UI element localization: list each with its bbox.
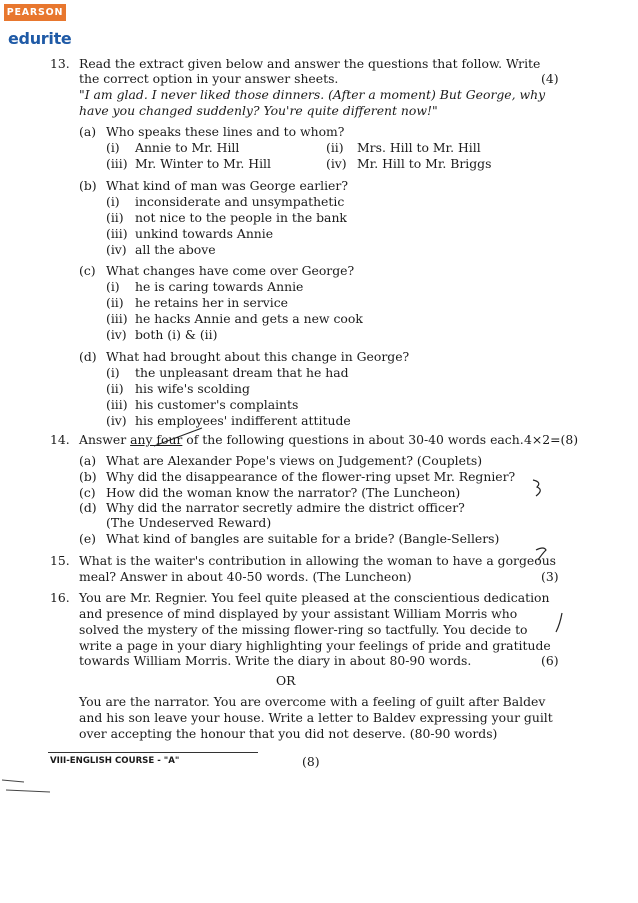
q13c-question: What changes have come over George?	[106, 263, 355, 278]
pen-stroke-mark	[0, 770, 60, 800]
q14c-label: (c)	[79, 485, 96, 500]
q13d-question: What had brought about this change in George?	[106, 349, 410, 364]
q16-line5: towards William Morris. Write the diary in about 80-90 words.	[79, 653, 472, 668]
q13d-label: (d)	[79, 349, 97, 364]
q16-alt-line1: You are the narrator. You are overcome with a feeling of guilt after Baldev	[79, 694, 546, 709]
q13a-question: Who speaks these lines and to whom?	[106, 124, 345, 139]
q14-marks: 4×2=(8)	[524, 432, 579, 447]
q13c-option-num: (iii)	[106, 311, 128, 326]
q13c-option: he retains her in service	[135, 295, 289, 310]
q14d-label: (d)	[79, 500, 97, 515]
q13-marks: (4)	[541, 71, 559, 86]
q13c-label: (c)	[79, 263, 96, 278]
q14d-text-line2: (The Undeserved Reward)	[106, 515, 272, 530]
q16-alt-line2: and his son leave your house. Write a letter to Baldev expressing your guilt	[79, 710, 553, 725]
q13b-option: all the above	[135, 242, 216, 257]
footer-rule	[48, 752, 258, 753]
q13d-option-num: (ii)	[106, 381, 124, 396]
q13b-option-num: (i)	[106, 194, 120, 209]
q14-instruction-post: of the following questions in about 30-40 words each.	[182, 432, 524, 447]
q16-line2: and presence of mind displayed by your assistant William Morris who	[79, 606, 518, 621]
q13c-option-num: (ii)	[106, 295, 124, 310]
q13c-option-num: (iv)	[106, 327, 127, 342]
q13-intro-line2: the correct option in your answer sheets.	[79, 71, 339, 86]
q13c-option: he is caring towards Annie	[135, 279, 304, 294]
q13b-label: (b)	[79, 178, 97, 193]
q13d-option: his wife's scolding	[135, 381, 250, 396]
q13a-option-num: (iii)	[106, 156, 128, 171]
q13a-option: Mrs. Hill to Mr. Hill	[357, 140, 481, 155]
edurite-logo: edurite	[8, 29, 72, 48]
pen-tick-mark	[528, 476, 548, 500]
q13-number: 13.	[50, 56, 70, 71]
q13c-option: both (i) & (ii)	[135, 327, 218, 342]
q13b-option-num: (iii)	[106, 226, 128, 241]
q14d-text: Why did the narrator secretly admire the district officer?	[106, 500, 465, 515]
q13d-option-num: (i)	[106, 365, 120, 380]
q15-line2: meal? Answer in about 40-50 words. (The Luncheon)	[79, 569, 412, 584]
q16-alt-line3: over accepting the honour that you did not deserve. (80-90 words)	[79, 726, 498, 741]
pen-tick-mark	[550, 610, 570, 636]
q13b-option: inconsiderate and unsympathetic	[135, 194, 345, 209]
q16-number: 16.	[50, 590, 70, 605]
q13b-option-num: (iv)	[106, 242, 127, 257]
q15-marks: (3)	[541, 569, 559, 584]
q13d-option: his employees' indifferent attitude	[135, 413, 351, 428]
q13c-option: he hacks Annie and gets a new cook	[135, 311, 363, 326]
q15-line1: What is the waiter's contribution in allowing the woman to have a gorgeous	[79, 553, 557, 568]
footer-course: VIII-ENGLISH COURSE - "A"	[50, 756, 180, 766]
q16-marks: (6)	[541, 653, 559, 668]
q14e-label: (e)	[79, 531, 97, 546]
q14-instruction-emphasis: any four	[130, 432, 183, 447]
q14b-label: (b)	[79, 469, 97, 484]
q13b-question: What kind of man was George earlier?	[106, 178, 348, 193]
q14c-text: How did the woman know the narrator? (The Luncheon)	[106, 485, 461, 500]
q13d-option: his customer's complaints	[135, 397, 299, 412]
footer-page-number: (8)	[302, 754, 320, 769]
q14a-text: What are Alexander Pope's views on Judgement? (Couplets)	[106, 453, 483, 468]
q16-line1: You are Mr. Regnier. You feel quite pleased at the conscientious dedication	[79, 590, 550, 605]
q13d-option: the unpleasant dream that he had	[135, 365, 349, 380]
q13b-option: unkind towards Annie	[135, 226, 274, 241]
q16-line3: solved the mystery of the missing flower-ring so tactfully. You decide to	[79, 622, 528, 637]
q13a-option: Annie to Mr. Hill	[135, 140, 240, 155]
q14a-label: (a)	[79, 453, 97, 468]
q13a-option-num: (ii)	[326, 140, 344, 155]
q13b-option-num: (ii)	[106, 210, 124, 225]
q13a-option: Mr. Winter to Mr. Hill	[135, 156, 271, 171]
q13a-option-num: (iv)	[326, 156, 347, 171]
q13a-label: (a)	[79, 124, 97, 139]
q13-quote-line1: "I am glad. I never liked those dinners. (After a moment) But George, why	[79, 87, 546, 102]
q14-instruction-pre: Answer	[79, 432, 131, 447]
q14e-text: What kind of bangles are suitable for a bride? (Bangle-Sellers)	[106, 531, 500, 546]
q16-or: OR	[276, 673, 296, 688]
q16-line4: write a page in your diary highlighting your feelings of pride and gratitude	[79, 638, 551, 653]
q13c-option-num: (i)	[106, 279, 120, 294]
q14-number: 14.	[50, 432, 70, 447]
q14b-text: Why did the disappearance of the flower-ring upset Mr. Regnier?	[106, 469, 516, 484]
pen-stroke-mark	[150, 424, 210, 450]
q13d-option-num: (iii)	[106, 397, 128, 412]
q13a-option-num: (i)	[106, 140, 120, 155]
pen-tick-mark	[532, 544, 556, 564]
pearson-logo: PEARSON	[4, 4, 66, 21]
q13-quote-line2: have you changed suddenly? You're quite different now!"	[79, 103, 438, 118]
q13-intro-line1: Read the extract given below and answer the questions that follow. Write	[79, 56, 541, 71]
q13a-option: Mr. Hill to Mr. Briggs	[357, 156, 492, 171]
q13d-option-num: (iv)	[106, 413, 127, 428]
q14-instruction	[79, 432, 524, 447]
q13b-option: not nice to the people in the bank	[135, 210, 347, 225]
q15-number: 15.	[50, 553, 70, 568]
